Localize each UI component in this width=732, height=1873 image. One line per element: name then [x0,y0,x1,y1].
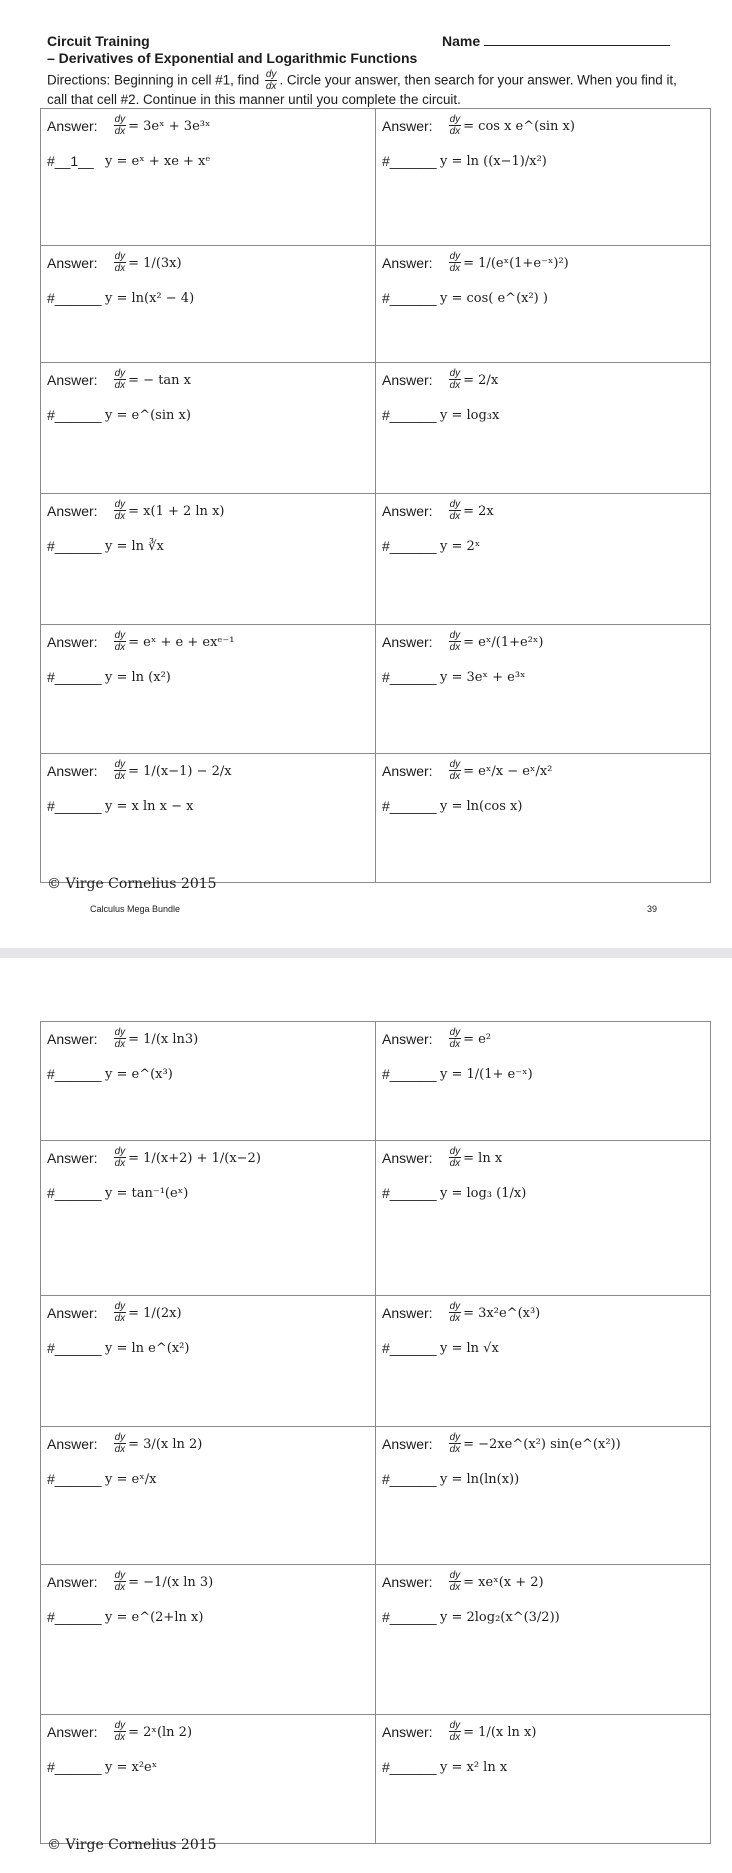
answer-label: Answer: [47,1305,98,1321]
grid-row [41,1022,711,1141]
answer-expression: = e² [463,1031,492,1047]
cell-number-blank[interactable]: #______ [47,407,102,423]
answer-expression: = 3eˣ + 3e³ˣ [128,118,211,134]
cell-content [376,246,710,362]
function-expression: y = ln(x² − 4) [105,290,195,306]
answer-expression: = 1/(x ln x) [463,1724,537,1740]
function-expression: y = cos( e^(x²) ) [440,290,548,306]
function-expression: y = e^(2+ln x) [105,1609,204,1625]
question-line [47,1185,188,1201]
answer-label: Answer: [382,1305,433,1321]
circuit-cell[interactable] [376,754,711,883]
cell-number-blank[interactable]: #______ [382,669,437,685]
answer-expression: = 2ˣ(ln 2) [128,1724,193,1740]
answer-expression: = −1/(x ln 3) [128,1574,214,1590]
answer-expression: = ln x [463,1150,503,1166]
cell-content [376,109,710,245]
derivative-symbol: $\frac{dy}{dx}$ [449,1720,461,1743]
cell-number-blank[interactable]: #______ [382,290,437,306]
directions-text-2: . Circle your answer, then search for your answer. When you find it, call that cell #2. Continue in this manner until you complete the circuit. [47,72,677,107]
worksheet-title: Circuit Training [47,33,150,49]
question-line [382,1185,526,1201]
cell-content [41,109,375,245]
function-expression: y = log₃x [440,407,500,423]
answer-label: Answer: [47,1436,98,1452]
answer-label: Answer: [47,372,98,388]
name-label: Name [442,33,481,49]
question-line [382,1471,519,1487]
answer-label: Answer: [382,1436,433,1452]
cell-number-blank[interactable]: #______ [47,1340,102,1356]
circuit-grid-page-2 [40,1021,711,1844]
answer-expression: = 1/(x+2) + 1/(x−2) [128,1150,261,1166]
function-expression: y = ln(cos x) [440,798,523,814]
circuit-cell[interactable] [376,1715,711,1844]
question-line [382,290,548,306]
answer-expression: = eˣ/(1+e²ˣ) [463,634,544,650]
circuit-cell[interactable] [41,494,376,625]
answer-expression: = 3x²e^(x³) [463,1305,541,1321]
derivative-symbol: $\frac{dy}{dx}$ [114,630,126,653]
answer-label: Answer: [382,1150,433,1166]
derivative-symbol: $\frac{dy}{dx}$ [114,759,126,782]
derivative-symbol: $\frac{dy}{dx}$ [449,1432,461,1455]
answer-expression: = 2x [463,503,494,519]
question-line [47,153,210,169]
answer-label: Answer: [47,118,98,134]
grid-row [41,494,711,625]
derivative-symbol: $\frac{dy}{dx}$ [449,114,461,137]
derivative-symbol: $\frac{dy}{dx}$ [449,1027,461,1050]
derivative-symbol: $\frac{dy}{dx}$ [114,1301,126,1324]
cell-content [376,1427,710,1564]
question-line [382,669,526,685]
circuit-cell[interactable] [41,363,376,494]
cell-number-blank[interactable]: #______ [47,1609,102,1625]
answer-line[interactable] [47,760,232,782]
cell-content [41,363,375,493]
derivative-symbol: $\frac{dy}{dx}$ [449,368,461,391]
circuit-cell[interactable] [376,1565,711,1715]
cell-number-blank[interactable]: #__1__ [47,153,94,169]
answer-label: Answer: [47,255,98,271]
grid-row [41,246,711,363]
answer-line[interactable] [382,1433,621,1455]
cell-content [376,1022,710,1140]
circuit-cell[interactable] [41,1022,376,1141]
circuit-cell[interactable] [41,1715,376,1844]
function-expression: y = x ln x − x [105,798,194,814]
cell-content [41,1022,375,1140]
answer-label: Answer: [382,1031,433,1047]
circuit-cell[interactable] [41,1565,376,1715]
function-expression: y = tan⁻¹(eˣ) [105,1185,189,1201]
question-line [382,798,522,814]
function-expression: y = 1/(1+ e⁻ˣ) [440,1066,533,1082]
answer-expression: = cos x e^(sin x) [463,118,575,134]
circuit-cell[interactable] [41,1141,376,1296]
cell-number-blank[interactable]: #______ [47,1471,102,1487]
name-field[interactable] [442,33,670,49]
answer-line[interactable] [47,1028,198,1050]
derivative-symbol: $\frac{dy}{dx}$ [114,251,126,274]
question-line [382,1066,533,1082]
function-expression: y = eˣ + xe + xᵉ [105,153,211,169]
question-line [382,1340,499,1356]
derivative-symbol: $\frac{dy}{dx}$ [449,251,461,274]
circuit-cell[interactable] [41,246,376,363]
answer-expression: = xeˣ(x + 2) [463,1574,544,1590]
cell-number-blank[interactable]: #______ [382,798,437,814]
answer-expression: = eˣ + e + exᵉ⁻¹ [128,634,235,650]
function-expression: y = ln (x²) [105,669,171,685]
question-line [47,1066,173,1082]
question-line [47,1471,156,1487]
question-line [47,538,164,554]
function-expression: y = x²eˣ [105,1759,158,1775]
question-line [382,153,547,169]
cell-content [376,1565,710,1714]
answer-label: Answer: [47,1031,98,1047]
cell-content [376,1141,710,1295]
derivative-symbol: $\frac{dy}{dx}$ [114,1146,126,1169]
answer-line[interactable] [47,1433,202,1455]
cell-number-blank[interactable]: #______ [47,798,102,814]
grid-row [41,1141,711,1296]
cell-content [376,1715,710,1843]
answer-line[interactable] [382,1721,536,1743]
answer-label: Answer: [382,1574,433,1590]
answer-label: Answer: [382,503,433,519]
derivative-symbol: $\frac{dy}{dx}$ [114,368,126,391]
function-expression: y = ln √x [440,1340,499,1356]
answer-expression: = − tan x [128,372,192,388]
circuit-cell[interactable] [376,109,711,246]
question-line [47,1759,157,1775]
question-line [382,1609,560,1625]
derivative-symbol: $\frac{dy}{dx}$ [449,630,461,653]
answer-line[interactable] [382,115,575,137]
answer-line[interactable] [47,1302,182,1324]
answer-expression: = x(1 + 2 ln x) [128,503,225,519]
answer-expression: = eˣ/x − eˣ/x² [463,763,553,779]
derivative-symbol: $\frac{dy}{dx}$ [114,114,126,137]
cell-number-blank[interactable]: #______ [47,290,102,306]
answer-line[interactable] [382,1571,544,1593]
function-expression: y = ln(ln(x)) [440,1471,520,1487]
answer-line[interactable] [47,369,191,391]
circuit-cell[interactable] [41,754,376,883]
circuit-cell[interactable] [376,1141,711,1296]
derivative-symbol: $\frac{dy}{dx}$ [449,1146,461,1169]
answer-label: Answer: [47,503,98,519]
circuit-cell[interactable] [376,1427,711,1565]
answer-line[interactable] [47,252,182,274]
derivative-symbol: $\frac{dy}{dx}$ [449,499,461,522]
cell-number-blank[interactable]: #______ [382,1471,437,1487]
page-number: 39 [647,904,658,914]
cell-content [376,625,710,753]
function-expression: y = log₃ (1/x) [440,1185,527,1201]
grid-row [41,1715,711,1844]
circuit-cell[interactable] [376,625,711,754]
question-line [382,1759,507,1775]
copyright-footer-2: © Virge Cornelius 2015 [47,1837,217,1853]
grid-row [41,625,711,754]
derivative-symbol: $\frac{dy}{dx}$ [449,1301,461,1324]
derivative-symbol: $\frac{dy}{dx}$ [114,1570,126,1593]
derivative-symbol: $\frac{dy}{dx}$ [114,499,126,522]
question-line [47,669,171,685]
answer-label: Answer: [382,118,433,134]
answer-expression: = 1/(x−1) − 2/x [128,763,232,779]
function-expression: y = 2ˣ [440,538,481,554]
bundle-label: Calculus Mega Bundle [90,904,181,914]
grid-row [41,363,711,494]
grid-row [41,1565,711,1715]
cell-content [376,363,710,493]
answer-expression: = 1/(x ln3) [128,1031,199,1047]
circuit-cell[interactable] [376,1022,711,1141]
cell-content [41,1565,375,1714]
answer-label: Answer: [382,1724,433,1740]
answer-label: Answer: [47,763,98,779]
answer-expression: = 1/(eˣ(1+e⁻ˣ)²) [463,255,569,271]
cell-number-blank[interactable]: #______ [47,669,102,685]
answer-label: Answer: [47,1724,98,1740]
answer-expression: = 3/(x ln 2) [128,1436,203,1452]
circuit-cell[interactable] [376,494,711,625]
question-line [47,1340,189,1356]
question-line [47,798,193,814]
function-expression: y = 3eˣ + e³ˣ [440,669,526,685]
cell-content [41,494,375,624]
cell-number-blank[interactable]: #______ [47,538,102,554]
cell-number-blank[interactable]: #______ [382,1759,437,1775]
derivative-symbol: $\frac{dy}{dx}$ [114,1432,126,1455]
answer-line[interactable] [382,631,543,653]
function-expression: y = x² ln x [440,1759,508,1775]
cell-content [41,1427,375,1564]
answer-label: Answer: [382,255,433,271]
answer-line[interactable] [47,500,224,522]
cell-number-blank[interactable]: #______ [47,1759,102,1775]
circuit-cell[interactable] [376,363,711,494]
answer-line[interactable] [47,631,235,653]
worksheet-subtitle: – Derivatives of Exponential and Logarithmic Functions [47,50,418,66]
cell-content [376,1296,710,1426]
answer-line[interactable] [382,252,569,274]
derivative-symbol: $\frac{dy}{dx}$ [449,759,461,782]
cell-content [41,246,375,362]
function-expression: y = 2log₂(x^(3/2)) [440,1609,560,1625]
answer-line[interactable] [382,760,552,782]
function-expression: y = ln ∛x [105,538,164,554]
grid-row [41,1296,711,1427]
question-line [47,1609,203,1625]
answer-line[interactable] [47,115,210,137]
page-gap [0,948,732,958]
answer-line[interactable] [382,500,494,522]
worksheet-page-2 [0,958,732,1873]
answer-label: Answer: [382,634,433,650]
function-expression: y = ln ((x−1)/x²) [440,153,547,169]
answer-label: Answer: [47,1150,98,1166]
cell-content [376,754,710,882]
circuit-cell[interactable] [41,109,376,246]
circuit-cell[interactable] [41,625,376,754]
question-line [382,407,499,423]
cell-content [41,625,375,753]
question-line [382,538,480,554]
cell-content [41,1141,375,1295]
function-expression: y = ln e^(x²) [105,1340,190,1356]
answer-line[interactable] [47,1721,192,1743]
derivative-symbol: $\frac{dy}{dx}$ [114,1027,126,1050]
circuit-cell[interactable] [41,1296,376,1427]
cell-content [41,1296,375,1426]
cell-number-blank[interactable]: #______ [382,538,437,554]
directions-derivative: $\frac{dy}{dx}$ [265,69,277,92]
derivative-symbol: $\frac{dy}{dx}$ [449,1570,461,1593]
answer-line[interactable] [382,369,498,391]
cell-number-blank[interactable]: #______ [382,1185,437,1201]
answer-label: Answer: [47,1574,98,1590]
question-line [47,290,194,306]
grid-row [41,109,711,246]
function-expression: y = e^(x³) [105,1066,173,1082]
cell-number-blank[interactable]: #______ [47,1066,102,1082]
circuit-cell[interactable] [376,1296,711,1427]
answer-label: Answer: [382,763,433,779]
answer-expression: = 1/(3x) [128,255,182,271]
answer-label: Answer: [47,634,98,650]
grid-row [41,754,711,883]
answer-label: Answer: [382,372,433,388]
question-line [47,407,191,423]
cell-number-blank[interactable]: #______ [382,153,437,169]
circuit-grid-page-1 [40,108,711,883]
function-expression: y = eˣ/x [105,1471,157,1487]
cell-number-blank[interactable]: #______ [382,1609,437,1625]
answer-expression: = 2/x [463,372,499,388]
derivative-symbol: $\frac{dy}{dx}$ [114,1720,126,1743]
grid-row [41,1427,711,1565]
directions [47,70,687,108]
circuit-cell[interactable] [41,1427,376,1565]
circuit-cell[interactable] [376,246,711,363]
copyright-footer: © Virge Cornelius 2015 [47,876,217,892]
cell-number-blank[interactable]: #______ [382,407,437,423]
cell-content [41,1715,375,1843]
answer-expression: = 1/(2x) [128,1305,182,1321]
cell-content [376,494,710,624]
name-line [484,34,670,46]
cell-content [41,754,375,882]
answer-line[interactable] [382,1028,491,1050]
directions-text-1: Directions: Beginning in cell #1, find [47,72,260,88]
cell-number-blank[interactable]: #______ [382,1066,437,1082]
answer-line[interactable] [382,1302,540,1324]
answer-expression: = −2xe^(x²) sin(e^(x²)) [463,1436,621,1452]
answer-line[interactable] [47,1147,261,1169]
answer-line[interactable] [382,1147,502,1169]
answer-line[interactable] [47,1571,213,1593]
cell-number-blank[interactable]: #______ [47,1185,102,1201]
function-expression: y = e^(sin x) [105,407,191,423]
cell-number-blank[interactable]: #______ [382,1340,437,1356]
